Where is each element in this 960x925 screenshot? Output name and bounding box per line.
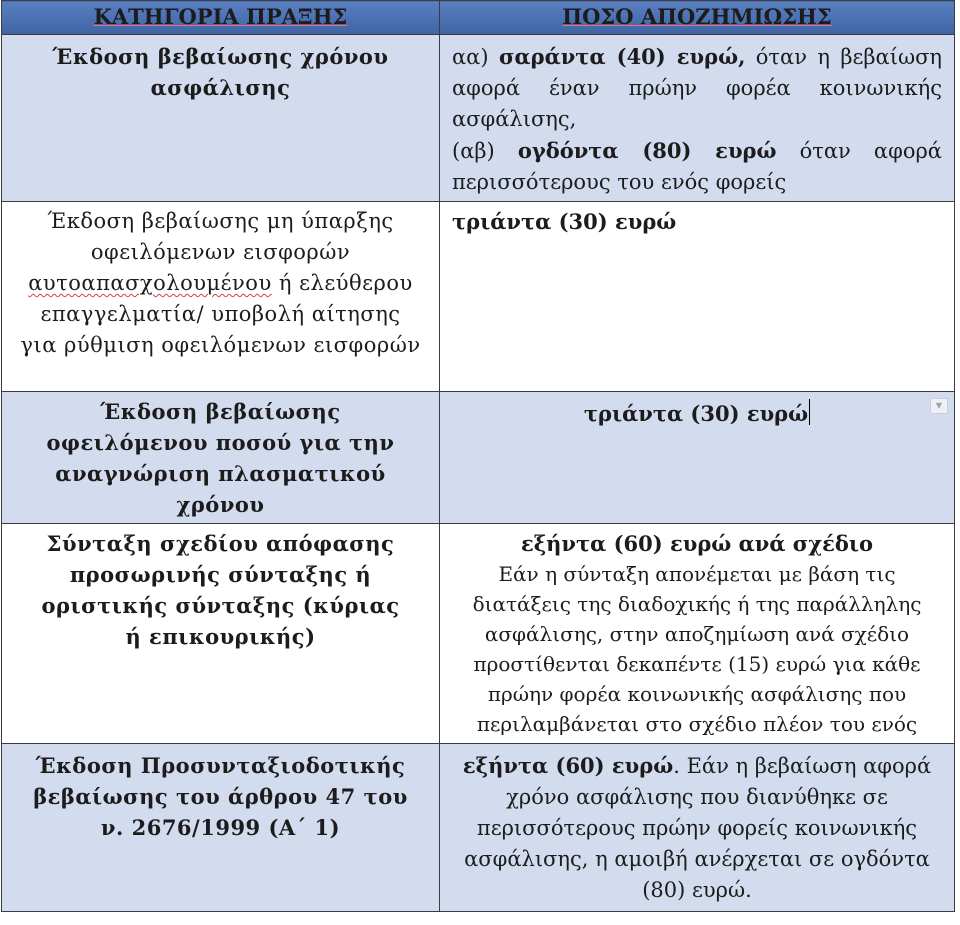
row-1-amount[interactable]: αα) σαράντα (40) ευρώ, όταν η βεβαίωση αφορά έναν πρώην φορέα κοινωνικής ασφάλισης, (αβ) ογδόντα (80) ευρώ όταν αφορά περισσότερους του ενός φορείς xyxy=(440,35,955,202)
row-5-amount[interactable]: εξήντα (60) ευρώ. Εάν η βεβαίωση αφορά χρόνο ασφάλισης που διανύθηκε σε περισσότερους πρώην φορείς κοινωνικής ασφάλισης, η αμοιβή ανέρχεται σε ογδόντα (80) ευρώ. xyxy=(440,744,955,912)
cell-options-icon[interactable]: ▼ xyxy=(930,398,948,414)
row-4-category[interactable]: Σύνταξη σχεδίου απόφασης προσωρινής σύνταξης ή οριστικής σύνταξης (κύριας ή επικουρικής) xyxy=(2,524,440,744)
header-category: ΚΑΤΗΓΟΡΙΑ ΠΡΑΞΗΣ xyxy=(2,1,440,35)
table-row xyxy=(2,744,955,912)
table-header-row xyxy=(2,1,955,35)
row-5-category[interactable]: Έκδοση Προσυνταξιοδοτικής βεβαίωσης του άρθρου 47 του ν. 2676/1999 (Α΄ 1) xyxy=(2,744,440,912)
row-3-category[interactable]: Έκδοση βεβαίωσης οφειλόμενου ποσού για την αναγνώριση πλασματικού χρόνου xyxy=(2,392,440,524)
table-row xyxy=(2,392,955,524)
fees-table xyxy=(1,0,955,912)
text-cursor xyxy=(809,399,810,425)
row-3-amount[interactable]: τριάντα (30) ευρώ ▼ xyxy=(440,392,955,524)
row-2-category[interactable]: Έκδοση βεβαίωσης μη ύπαρξης οφειλόμενων εισφορών αυτοαπασχολουμένου ή ελεύθερου επαγγελματία/ υποβολή αίτησης για ρύθμιση οφειλόμενων εισφορών xyxy=(2,202,440,392)
row-1-category[interactable]: Έκδοση βεβαίωσης χρόνου ασφάλισης xyxy=(2,35,440,202)
table-row xyxy=(2,35,955,202)
table-row xyxy=(2,524,955,744)
spellcheck-flag: αυτοαπασχολουμένου xyxy=(28,271,272,295)
row-4-amount[interactable]: εξήντα (60) ευρώ ανά σχέδιο Εάν η σύνταξη απονέμεται με βάση τις διατάξεις της διαδοχικής ή της παράλληλης ασφάλισης, στην αποζημίωση ανά σχέδιο προστίθενται δεκαπέντε (15) ευρώ για κάθε πρώην φορέα κοινωνικής ασφάλισης που περιλαμβάνεται στο σχέδιο πλέον του ενός xyxy=(440,524,955,744)
header-amount: ΠΟΣΟ ΑΠΟΖΗΜΙΩΣΗΣ xyxy=(440,1,955,35)
row-2-amount[interactable]: τριάντα (30) ευρώ xyxy=(440,202,955,392)
table-row xyxy=(2,202,955,392)
